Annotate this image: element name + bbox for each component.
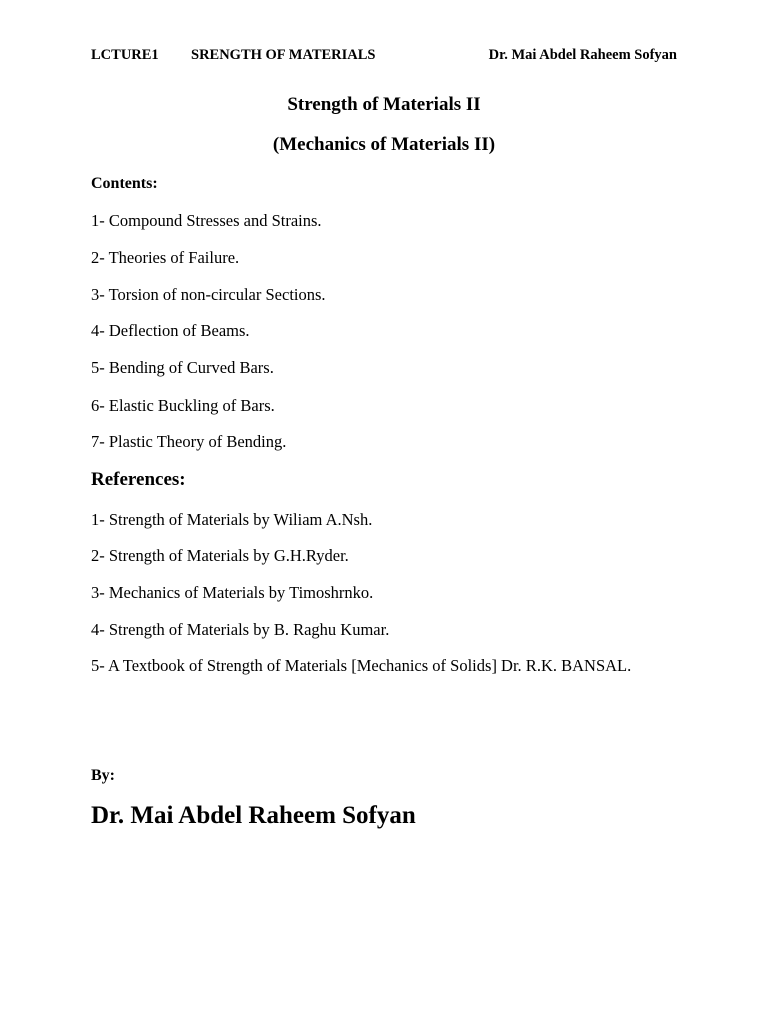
header-author: Dr. Mai Abdel Raheem Sofyan <box>488 47 677 63</box>
reference-item: 1- Strength of Materials by Wiliam A.Nsh. <box>91 510 373 529</box>
contents-item: 6- Elastic Buckling of Bars. <box>91 396 275 415</box>
author-name: Dr. Mai Abdel Raheem Sofyan <box>91 802 416 829</box>
header-lecture-number: LCTURE1 <box>91 47 159 63</box>
contents-item: 1- Compound Stresses and Strains. <box>91 211 322 230</box>
contents-heading: Contents: <box>91 175 158 192</box>
contents-item: 5- Bending of Curved Bars. <box>91 358 274 377</box>
document-subtitle: (Mechanics of Materials II) <box>272 134 496 155</box>
contents-item: 4- Deflection of Beams. <box>91 321 250 340</box>
byline-label: By: <box>91 767 115 784</box>
contents-item: 2- Theories of Failure. <box>91 248 240 267</box>
contents-item: 3- Torsion of non-circular Sections. <box>91 285 326 304</box>
reference-item: 3- Mechanics of Materials by Timoshrnko. <box>91 583 374 602</box>
references-heading: References: <box>91 469 186 490</box>
page-header <box>91 47 677 67</box>
document-title: Strength of Materials II <box>287 94 481 115</box>
reference-item: 4- Strength of Materials by B. Raghu Kumar. <box>91 620 390 639</box>
header-subject: SRENGTH OF MATERIALS <box>191 47 376 63</box>
reference-item: 2- Strength of Materials by G.H.Ryder. <box>91 546 349 565</box>
reference-item: 5- A Textbook of Strength of Materials [Mechanics of Solids] Dr. R.K. BANSAL. <box>91 656 632 675</box>
contents-item: 7- Plastic Theory of Bending. <box>91 432 287 451</box>
